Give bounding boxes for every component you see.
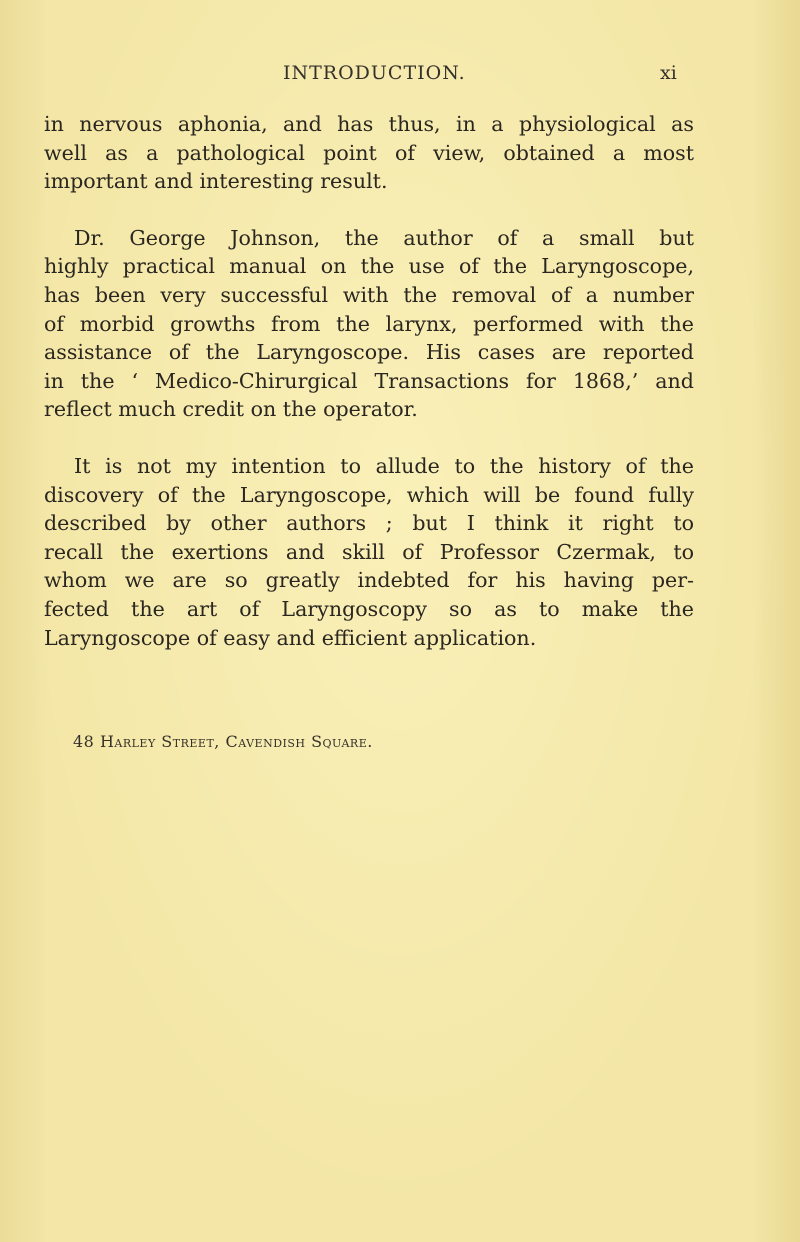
paragraph-2 bbox=[44, 224, 694, 424]
text-line: recall the exertions and skill of Professor Czermak, to bbox=[44, 539, 694, 564]
text-line: well as a pathological point of view, obtained a most bbox=[44, 140, 694, 165]
text-line: Dr. George Johnson, the author of a small but bbox=[74, 225, 694, 250]
text-line: described by other authors ; but I think it right to bbox=[44, 511, 694, 536]
text-line: highly practical manual on the use of the Laryngoscope, bbox=[44, 254, 694, 279]
page-number: xi bbox=[660, 62, 677, 84]
paragraph-3 bbox=[44, 452, 694, 652]
author-address: 48 Harley Street, Cavendish Square. bbox=[73, 732, 373, 751]
text-line: in nervous aphonia, and has thus, in a physiological as bbox=[44, 112, 694, 136]
running-title: INTRODUCTION. bbox=[283, 62, 466, 84]
running-head bbox=[0, 62, 800, 92]
text-line: assistance of the Laryngoscope. His cases are reported bbox=[44, 340, 694, 365]
text-line: in the ‘ Medico-Chirurgical Transactions for 1868,’ and bbox=[44, 368, 694, 393]
text-line: whom we are so greatly indebted for his having per- bbox=[44, 568, 694, 593]
text-line: reflect much credit on the operator. bbox=[44, 397, 418, 422]
text-line: fected the art of Laryngoscopy so as to make the bbox=[44, 596, 694, 621]
text-line: has been very successful with the removal of a number bbox=[44, 282, 694, 307]
text-line: important and interesting result. bbox=[44, 169, 388, 194]
text-line: of morbid growths from the larynx, performed with the bbox=[44, 311, 694, 336]
text-line: discovery of the Laryngoscope, which will be found fully bbox=[44, 482, 694, 507]
text-line: Laryngoscope of easy and efficient application. bbox=[44, 625, 537, 650]
text-line: It is not my intention to allude to the history of the bbox=[74, 453, 694, 478]
body-text bbox=[44, 110, 694, 652]
paragraph-1 bbox=[44, 110, 694, 196]
